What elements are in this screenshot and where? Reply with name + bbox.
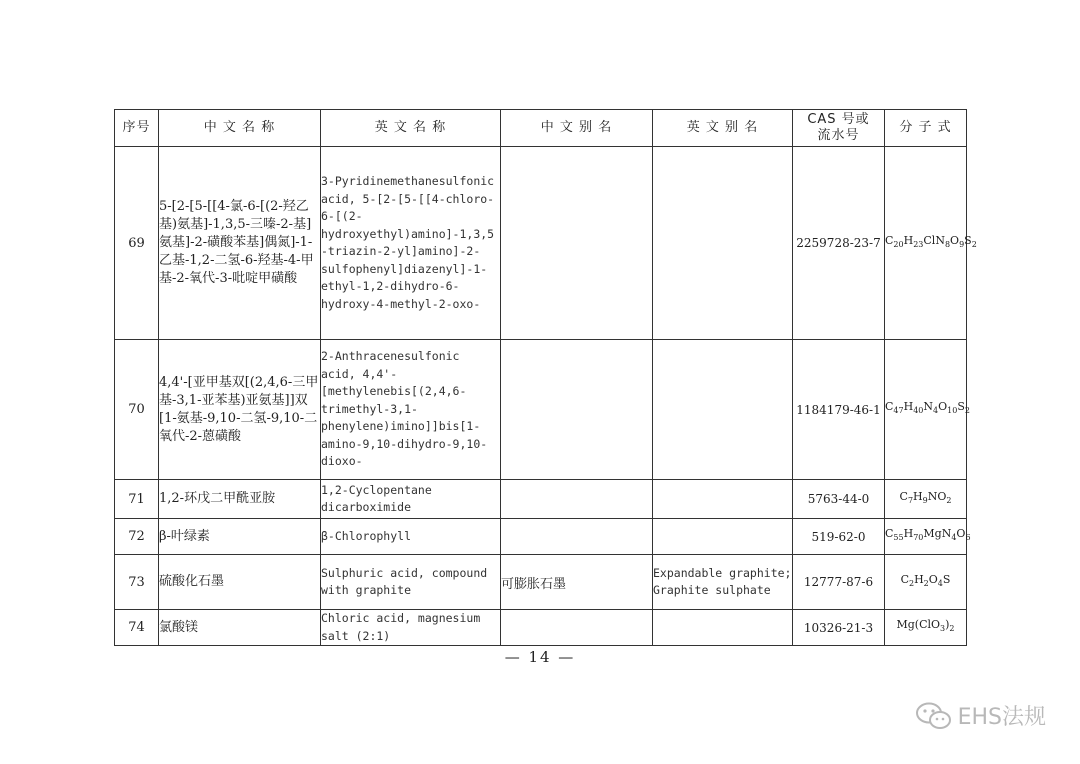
row-cn-alias: [501, 147, 653, 340]
table-header-row: [115, 110, 967, 147]
row-cn-name: 5-[2-[5-[[4-氯-6-[(2-羟乙基)氨基]-1,3,5-三嗪-2-基]氨基]-2-磺酸苯基]偶氮]-1-乙基-1,2-二氢-6-羟基-4-甲基-2-氧代-3-吡啶甲磺酸: [159, 147, 321, 340]
watermark: [914, 700, 1046, 731]
row-formula: $C_7H_9NO_2$: [885, 480, 967, 519]
row-no: 72: [115, 519, 159, 555]
row-formula: $C_{55}H_{70}MgN_4O_6$: [885, 519, 967, 555]
row-en-alias: [653, 610, 793, 646]
chemical-table: [114, 109, 977, 646]
row-en-alias: Expandable graphite; Graphite sulphate: [653, 555, 793, 610]
row-en-name: 2-Anthracenesulfonic acid, 4,4'-[methylenebis[(2,4,6-trimethyl-3,1-phenylene)imino]]bis[1-amino-9,10-dihydro-9,10-dioxo-: [321, 340, 501, 480]
row-en-name: 1,2-Cyclopentane dicarboximide: [321, 480, 501, 519]
row-cn-alias: 可膨胀石墨: [501, 555, 653, 610]
row-en-name: 3-Pyridinemethanesulfonic acid, 5-[2-[5-[[4-chloro-6-[(2-hydroxyethyl)amino]-1,3,5-triazin-2-yl]amino]-2-sulfophenyl]diazenyl]-1-ethyl-1,2-dihydro-6-hydroxy-4-methyl-2-oxo-: [321, 147, 501, 340]
row-cn-name: 氯酸镁: [159, 610, 321, 646]
row-formula: $C_{47}H_{40}N_4O_{10}S_2$: [885, 340, 967, 480]
header-formula: 分 子 式: [885, 110, 967, 147]
row-cn-alias: [501, 340, 653, 480]
row-cn-name: 4,4'-[亚甲基双[(2,4,6-三甲基-3,1-亚苯基)亚氨基]]双[1-氨基-9,10-二氢-9,10-二氧代-2-蒽磺酸: [159, 340, 321, 480]
header-cas-line1: CAS 号或: [807, 112, 870, 127]
header-no: 序号: [115, 110, 159, 147]
header-cn-name: 中 文 名 称: [159, 110, 321, 147]
table-row: [115, 519, 967, 555]
row-formula: $C_{20}H_{23}ClN_8O_9S_2$: [885, 147, 967, 340]
row-en-alias: [653, 519, 793, 555]
row-cn-alias: [501, 519, 653, 555]
row-formula: $Mg(ClO_3)_2$: [885, 610, 967, 646]
row-cas: 2259728-23-7: [793, 147, 885, 340]
row-no: 73: [115, 555, 159, 610]
table-row: [115, 340, 967, 480]
row-cn-alias: [501, 480, 653, 519]
header-en-name: 英 文 名 称: [321, 110, 501, 147]
table-row: [115, 610, 967, 646]
row-cas: 5763-44-0: [793, 480, 885, 519]
row-en-name: β-Chlorophyll: [321, 519, 501, 555]
row-en-name: Chloric acid, magnesium salt (2:1): [321, 610, 501, 646]
table-row: [115, 555, 967, 610]
row-en-alias: [653, 480, 793, 519]
row-cas: 1184179-46-1: [793, 340, 885, 480]
wechat-icon: [914, 701, 954, 731]
row-cn-name: 1,2-环戊二甲酰亚胺: [159, 480, 321, 519]
table-row: [115, 147, 967, 340]
table-row: [115, 480, 967, 519]
row-cn-name: 硫酸化石墨: [159, 555, 321, 610]
row-no: 69: [115, 147, 159, 340]
row-cas: 519-62-0: [793, 519, 885, 555]
row-cas: 12777-87-6: [793, 555, 885, 610]
header-cn-alias: 中 文 别 名: [501, 110, 653, 147]
row-en-alias: [653, 340, 793, 480]
page-number: — 14 —: [504, 648, 576, 666]
header-cas-line2: 流水号: [817, 128, 860, 143]
row-cas: 10326-21-3: [793, 610, 885, 646]
row-cn-name: β-叶绿素: [159, 519, 321, 555]
row-no: 74: [115, 610, 159, 646]
row-no: 70: [115, 340, 159, 480]
row-en-name: Sulphuric acid, compound with graphite: [321, 555, 501, 610]
row-no: 71: [115, 480, 159, 519]
header-cas: [793, 110, 885, 147]
row-formula: $C_2H_2O_4S$: [885, 555, 967, 610]
watermark-text: EHS法规: [957, 705, 1046, 730]
header-en-alias: 英 文 别 名: [653, 110, 793, 147]
row-en-alias: [653, 147, 793, 340]
row-cn-alias: [501, 610, 653, 646]
